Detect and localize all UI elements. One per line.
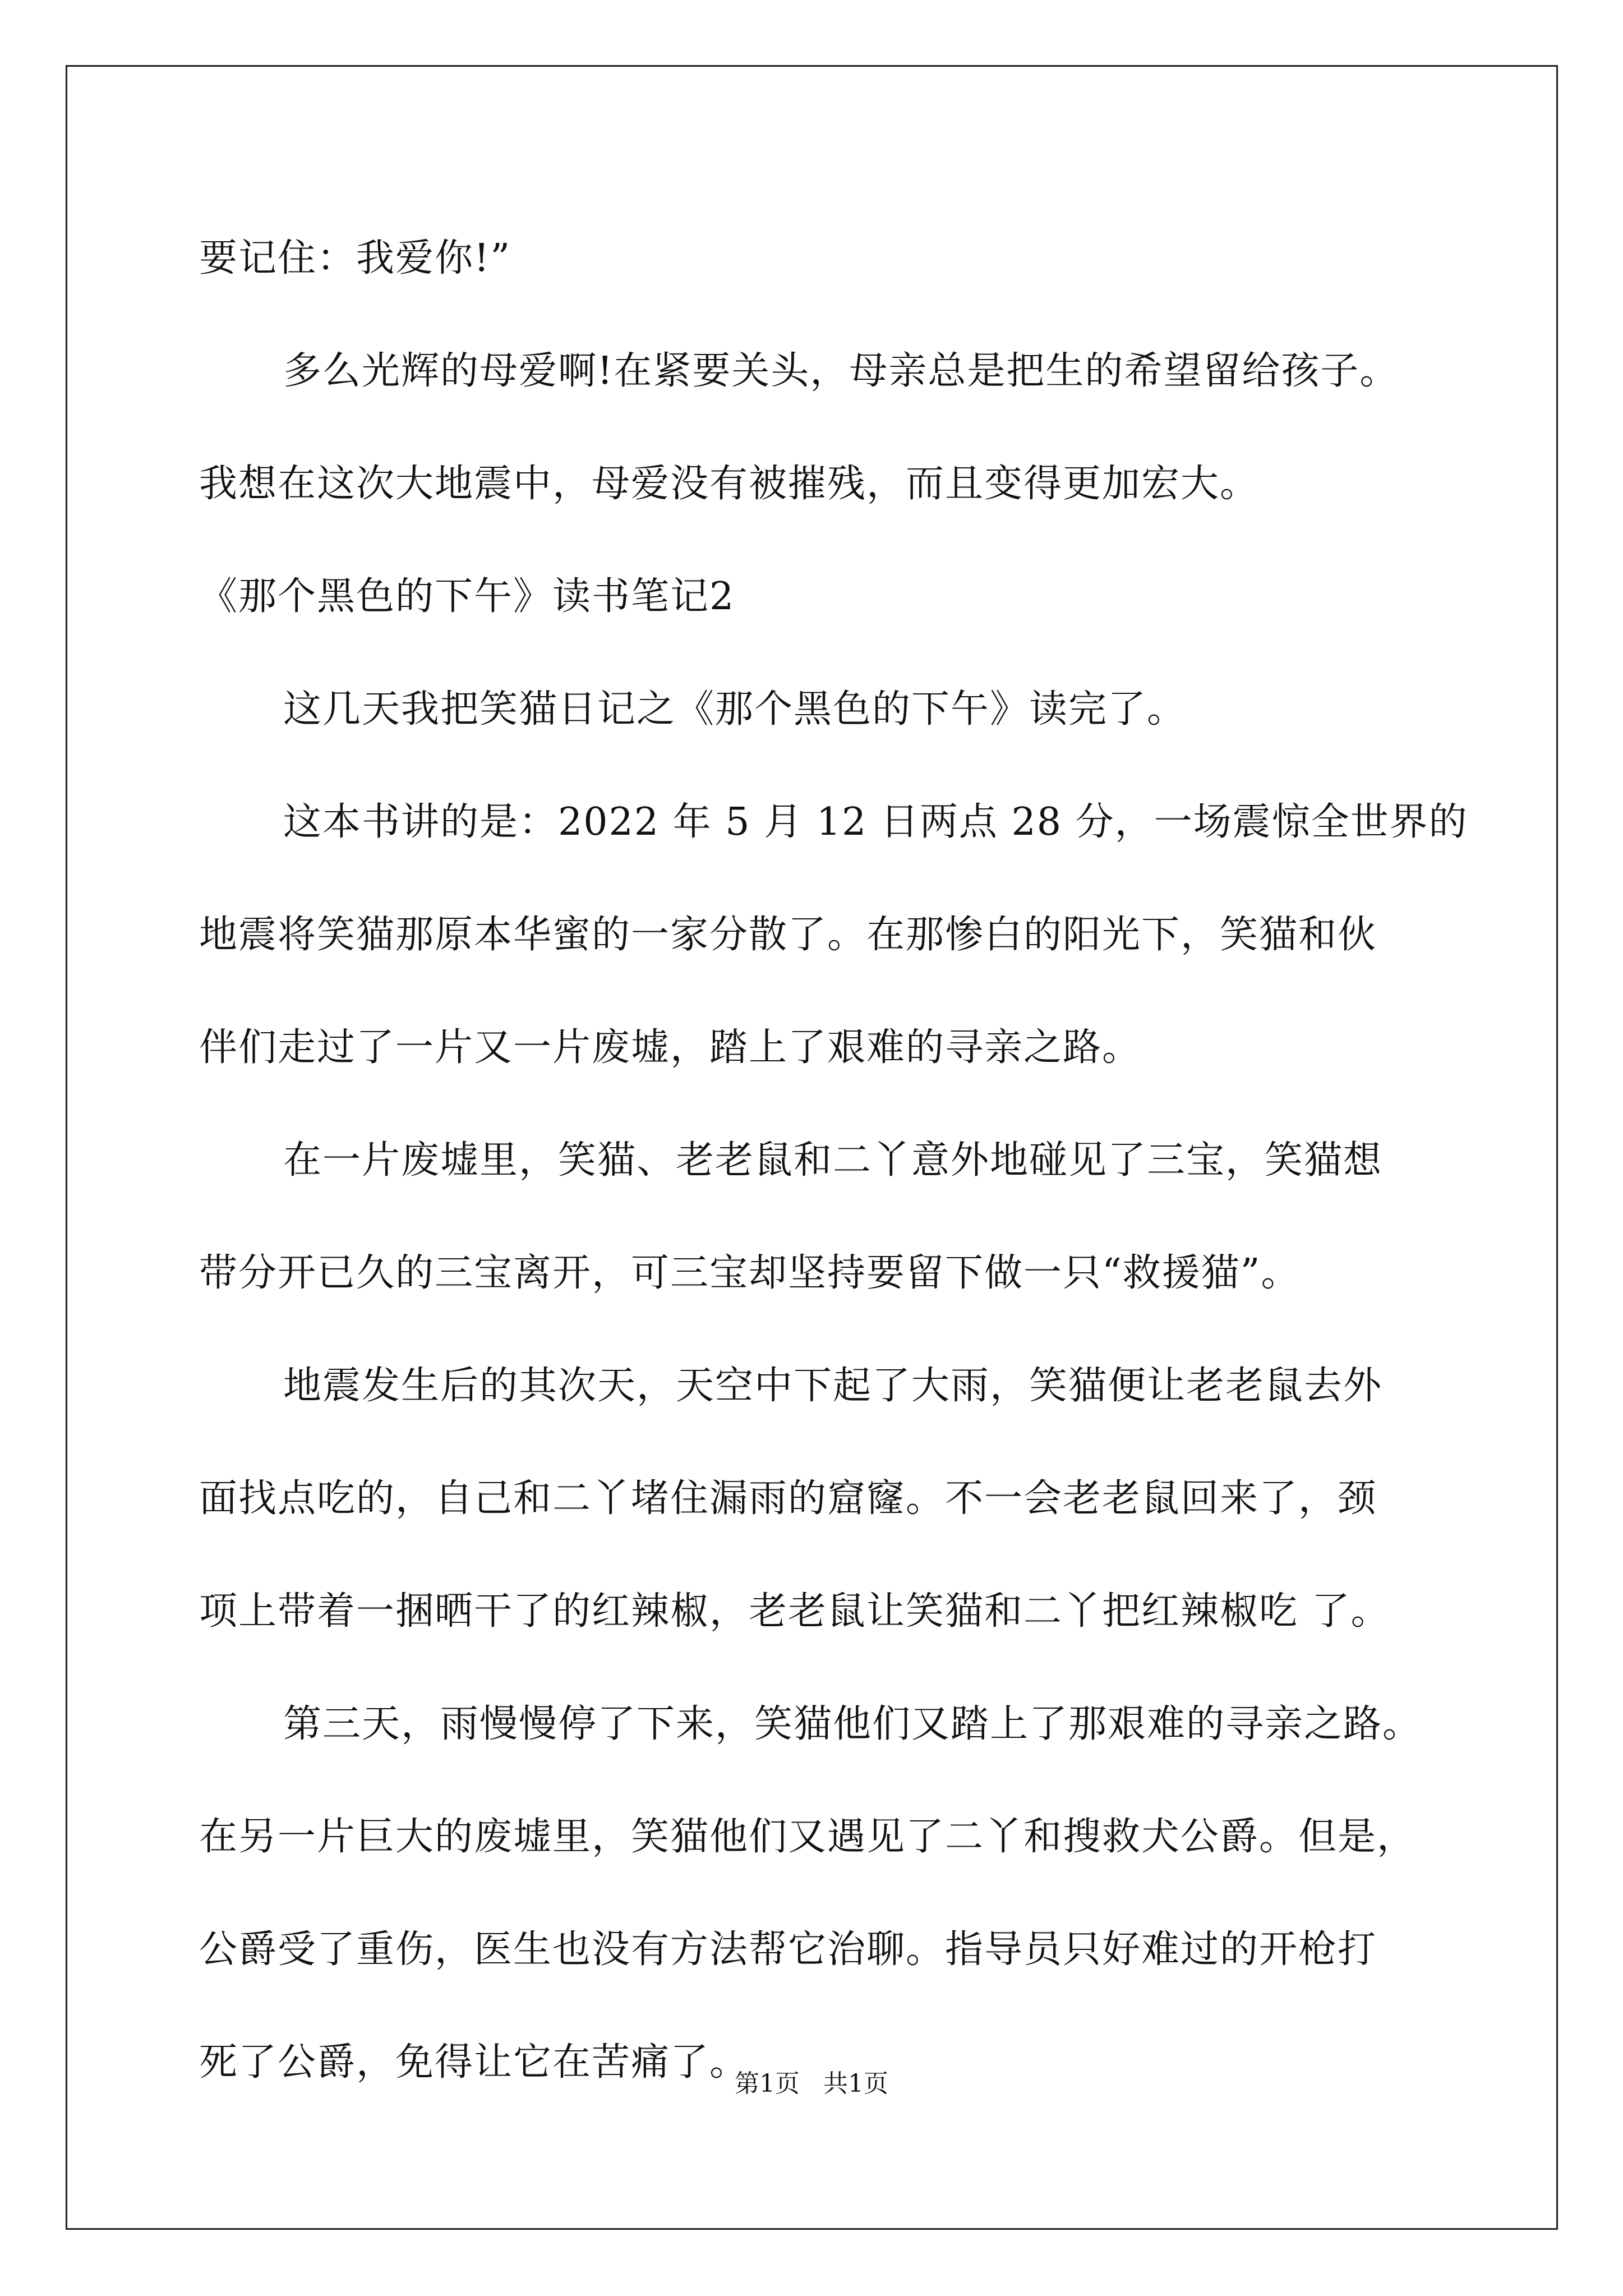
text-line-14: 第三天，雨慢慢停了下来，笑猫他们又踏上了那艰难的寻亲之路。 bbox=[283, 1702, 1422, 1746]
text-line-17: 死了公爵，免得让它在苦痛了。 bbox=[199, 2040, 749, 2085]
text-line-2: 多么光辉的母爱啊!在紧要关头，母亲总是把生的希望留给孩子。 bbox=[283, 349, 1399, 393]
text-line-10: 带分开已久的三宝离开，可三宝却坚持要留下做一只“救援猫”。 bbox=[199, 1251, 1301, 1295]
document-body bbox=[199, 202, 1468, 2119]
text-line-1: 要记住：我爱你!” bbox=[199, 236, 511, 280]
section-heading: 《那个黑色的下午》读书笔记2 bbox=[199, 574, 735, 619]
text-line-3: 我想在这次大地震中，母爱没有被摧残，而且变得更加宏大。 bbox=[199, 462, 1260, 506]
text-line-8: 伴们走过了一片又一片废墟，踏上了艰难的寻亲之路。 bbox=[199, 1025, 1142, 1070]
text-line-13: 项上带着一捆晒干了的红辣椒，老老鼠让笑猫和二丫把红辣椒吃 了。 bbox=[199, 1589, 1390, 1634]
text-line-16: 公爵受了重伤，医生也没有方法帮它治聊。指导员只好难过的开枪打 bbox=[199, 1927, 1377, 1972]
text-line-5: 这几天我把笑猫日记之《那个黑色的下午》读完了。 bbox=[283, 687, 1187, 731]
text-line-6: 这本书讲的是：2022 年 5 月 12 日两点 28 分，一场震惊全世界的 bbox=[283, 800, 1468, 844]
text-line-7: 地震将笑猫那原本华蜜的一家分散了。在那惨白的阳光下，笑猫和伙 bbox=[199, 913, 1377, 957]
text-line-11: 地震发生后的其次天，天空中下起了大雨，笑猫便让老老鼠去外 bbox=[283, 1364, 1383, 1408]
page-number-footer: 第1页 共1页 bbox=[735, 2069, 888, 2098]
text-line-15: 在另一片巨大的废墟里，笑猫他们又遇见了二丫和搜救犬公爵。但是， bbox=[199, 1815, 1417, 1859]
text-line-12: 面找点吃的，自己和二丫堵住漏雨的窟窿。不一会老老鼠回来了，颈 bbox=[199, 1476, 1377, 1521]
text-line-9: 在一片废墟里，笑猫、老老鼠和二丫意外地碰见了三宝，笑猫想 bbox=[283, 1138, 1383, 1182]
